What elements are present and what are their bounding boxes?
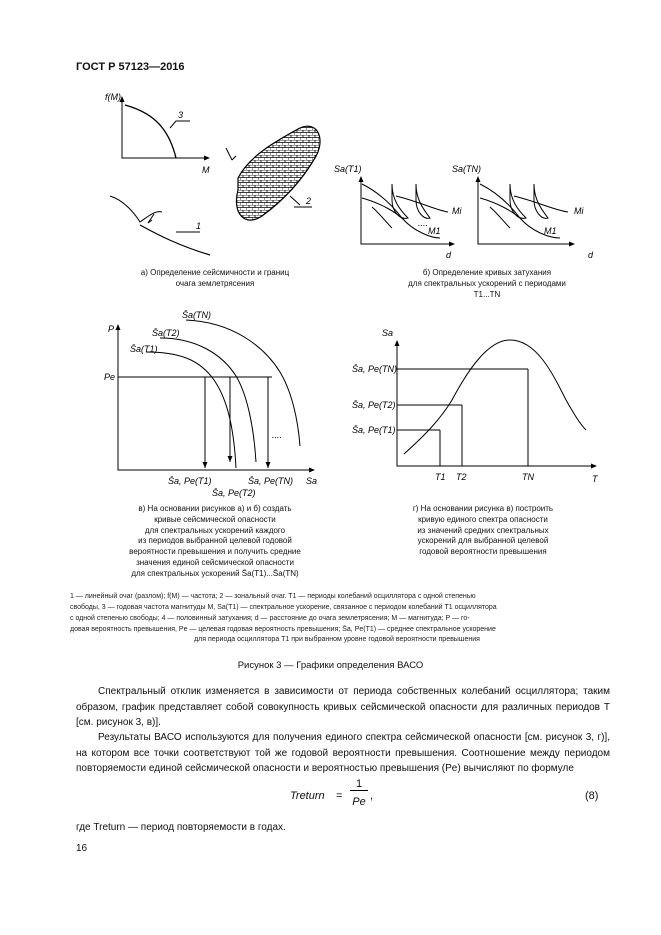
formula-lhs: Treturn — [290, 790, 325, 802]
panel-v-xtick-3: S̄a, Pe(TN) — [248, 476, 294, 486]
panel-g-ytick-1: S̄a, Pe(TN) — [352, 364, 398, 374]
panel-b-xlabel-2: d — [588, 250, 594, 260]
panel-g-uniform-spectrum — [397, 340, 594, 466]
panel-g-caption: г) На основании рисунка в) построить кривую единого спектра опасности из значений средних спектральных ускорений для выбранной целевой годовой вероятности превышения — [412, 504, 554, 557]
panel-a-xlabel: M — [202, 165, 210, 175]
panel-a-caption: а) Определение сейсмичности и границ очага землетрясения — [140, 268, 290, 288]
panel-v-pe: Pe — [104, 372, 116, 382]
panel-b-m1-2: M1 — [544, 226, 557, 236]
panel-g-ytick-3: S̄a, Pe(T1) — [352, 425, 396, 435]
panel-a-label-3: 3 — [178, 110, 184, 120]
panel-v-hazard-curves — [118, 320, 312, 470]
panel-v-xtick-1: S̄a, Pe(T1) — [168, 476, 212, 486]
panel-v-xtick-2: S̄a, Pe(T2) — [212, 488, 256, 498]
panel-v-xlabel: Sa — [306, 476, 318, 486]
panel-b-mi-2: Mi — [574, 206, 584, 216]
panel-v-curve-2: S̄a(T2) — [152, 328, 180, 338]
formula-8: Treturn = 1 Pe , (8) — [290, 778, 599, 808]
panel-g-ylabel: Sa — [382, 328, 394, 338]
page-number: 16 — [76, 843, 88, 854]
panel-g-xtick-3: TN — [522, 472, 534, 482]
document-header: ГОСТ Р 57123—2016 — [76, 61, 185, 73]
paragraph-3: где Treturn — период повторяемости в годах. — [76, 822, 286, 833]
panel-b-dots: .... — [418, 218, 429, 228]
panel-a-label-1: 1 — [196, 221, 202, 231]
panel-g-xtick-2: T2 — [456, 472, 467, 482]
panel-b-m1: M1 — [428, 226, 441, 236]
panel-a-label-2: 2 — [306, 196, 312, 206]
panel-a-ylabel: f(M) — [105, 92, 121, 102]
panel-g-xtick-1: T1 — [435, 472, 446, 482]
panel-g-xlabel: T — [592, 474, 598, 484]
paragraph-1: Спектральный отклик изменяется в зависимости от периода собственных колебаний осциллятора; таким образом, график представляет собой совокупность кривых сейсмической опасности для различных периодов T [см. рисунок 3, в)]. — [76, 686, 610, 728]
formula-denominator: Pe — [352, 796, 366, 808]
panel-b-xlabel: d — [446, 250, 452, 260]
panel-v-curve-1: S̄a(T1) — [130, 344, 158, 354]
panel-b-ylabel-1: Sa(T1) — [334, 164, 362, 174]
panel-g-ytick-2: S̄a, Pe(T2) — [352, 400, 396, 410]
formula-number: (8) — [585, 790, 599, 802]
panel-v-curve-3: S̄a(TN) — [182, 310, 211, 320]
formula-numerator: 1 — [350, 778, 368, 791]
panel-b-mi: Mi — [452, 206, 462, 216]
panel-v-caption: в) На основании рисунков а) и б) создать кривые сейсмической опасности для спектральных ускорений каждого из периодов выбранной целевой годовой вероятности превышения и получить средние значения единой сейсмической опасности для спектральных ускорений S̄a(T1)...S̄a(TN) — [129, 504, 301, 578]
paragraph-2: Результаты ВАСО используются для получения единого спектра сейсмической опасности [см. рисунок 3, г)], на котором все точки соответствуют той же годовой вероятности превышения. Соотношение между периодом повторяемости единой сейсмической опасности и вероятностью превышения (Pe) вычисляют по формуле — [76, 732, 610, 774]
figure-legend: 1 — линейный очаг (разлом); f(M) — частота; 2 — зональный очаг. T1 — периоды колебаний осциллятора с одной степенью свободы, 3 — годовая частота магнитуды M, Sa(T1) — спектральное ускорение, связанное с периодом колебаний T1 осциллятора с одной степенью свободы; 4 — половинный затухания; d — расстояние до очага землетрясения; M — магнитуда; P — го- довая вероятность превышения, Pe — целевая годовая вероятность превышения; S̄a, Pe(T1) — среднее спектральное ускорение для периода осциллятора T1 при выбранном уровне годовой вероятности превышения — [70, 593, 497, 644]
panel-b-ylabel-2: Sa(TN) — [452, 164, 481, 174]
panel-v-ylabel: P — [108, 324, 115, 334]
panel-b-caption: б) Определение кривых затухания для спектральных ускорений с периодами T1...TN — [408, 268, 566, 299]
panel-b-attenuation — [361, 178, 572, 244]
panel-v-dots: .... — [272, 430, 283, 440]
figure-title: Рисунок 3 — Графики определения ВАСО — [237, 660, 424, 671]
panel-a-seismicity — [110, 98, 320, 255]
